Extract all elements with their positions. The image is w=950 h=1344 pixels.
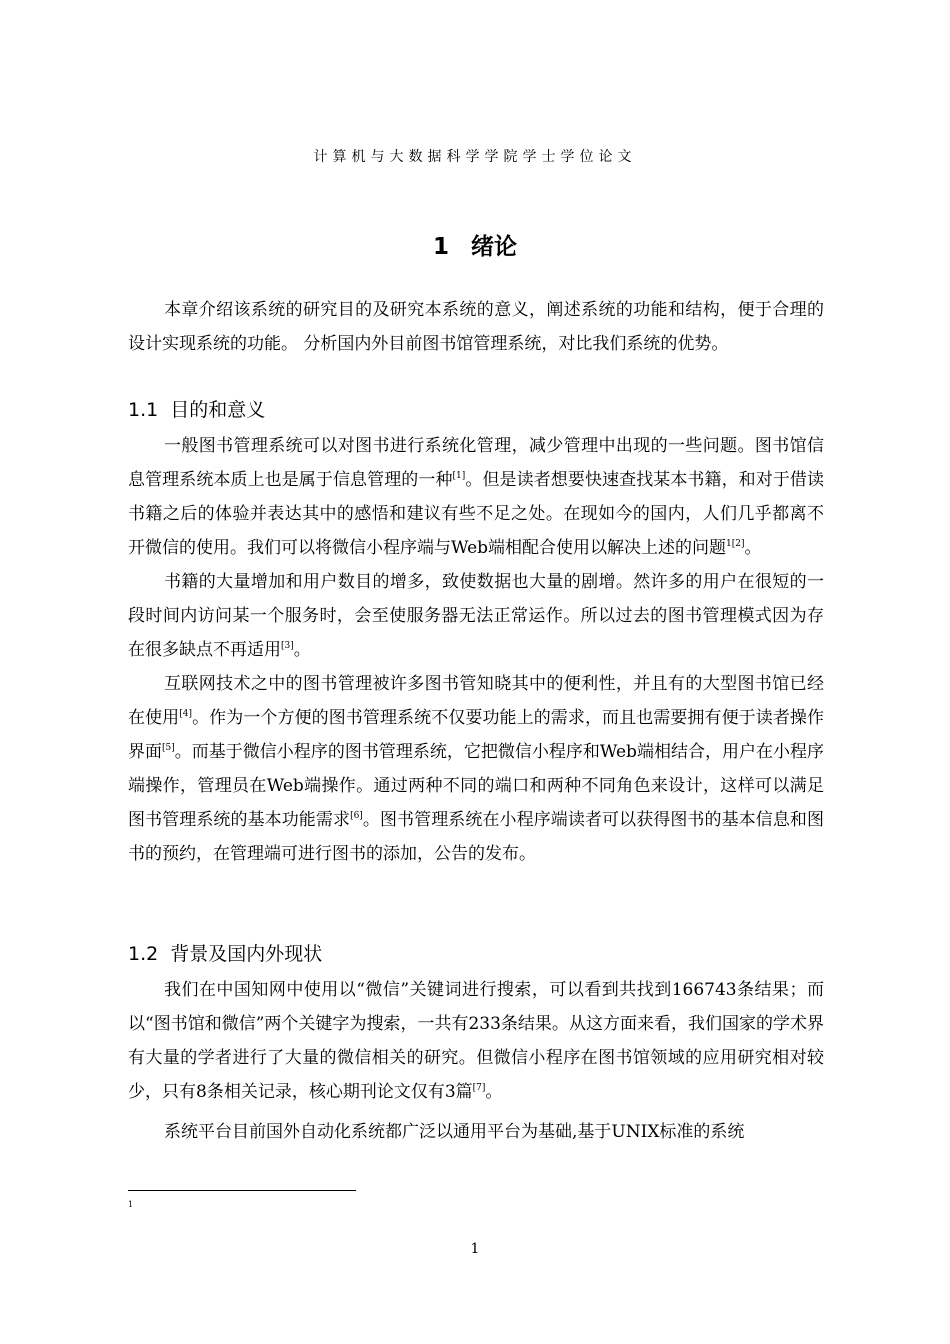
section-heading-1-1 [128,396,265,424]
text-run: 一般图书管理系统可以对图书进行系统化管理，减少管理中出现的一些问题。图书馆信息管理系统本质上也是属于信息管理的一种 [128,436,824,490]
intro-paragraph: 本章介绍该系统的研究目的及研究本系统的意义，阐述系统的功能和结构，便于合理的设计实现系统的功能。 分析国内外目前图书馆管理系统，对比我们系统的优势。 [128,300,824,354]
section-number: 1.2 [128,943,159,965]
text-run: 互联网技术之中的图书管理被许多图书管知晓其中的便利性，并且有的大型图书馆已经在使用 [128,674,824,728]
paragraph: 系统平台目前国外自动化系统都广泛以通用平台为基础,基于UNIX标准的系统 [164,1122,745,1142]
citation: [3] [281,641,294,651]
text-run: 。 [293,640,311,660]
footnote-rule [128,1190,356,1191]
section-title: 背景及国内外现状 [170,943,323,965]
running-header: 计算机与大数据科学学院学士学位论文 [313,149,637,165]
paragraph [128,973,824,1109]
text-run: 。但是读者想要快速查找某本书籍，和对于借读书籍之后的体验并表达其中的感悟和建议有些不足之处。在现如今的国内，人们几乎都离不开微信的使用。我们可以将微信小程序端与Web端相配合使用以解决上述的问题 [128,470,825,558]
paragraph [128,429,824,565]
text-run: 。而基于微信小程序的图书管理系统，它把微信小程序和Web端相结合，用户在小程序端操作，管理员在Web端操作。通过两种不同的端口和两种不同角色来设计，这样可以满足图书管理系统的基本功能需求 [128,742,825,830]
chapter-title-text: 绪论 [471,234,517,260]
text-run: 书籍的大量增加和用户数目的增多，致使数据也大量的剧增。然许多的用户在很短的一段时间内访问某一个服务时，会至使服务器无法正常运作。所以过去的图书管理模式因为存在很多缺点不再适用 [128,572,824,660]
section-1-1-body [128,429,824,871]
page-number: 1 [470,1241,480,1257]
text-run: 我们在中国知网中使用以“微信”关键词进行搜索，可以看到共找到166743条结果；而以“图书馆和微信”两个关键字为搜索，一共有233条结果。从这方面来看，我们国家的学术界有大量的学者进行了大量的微信相关的研究。但微信小程序在图书馆领域的应用研究相对较少，只有8条相关记录，核心期刊论文仅有3篇 [128,980,824,1102]
citation: [6] [350,811,363,821]
chapter-number: 1 [432,234,449,260]
text-run: 。 [485,1082,503,1102]
citation: [7] [472,1083,486,1093]
intro-section [128,293,824,361]
text-run: 。作为一个方便的图书管理系统不仅要功能上的需求，而且也需要拥有便于读者操作界面 [128,708,825,762]
citation: [4] [179,709,192,719]
chapter-title [0,228,950,261]
section-title: 目的和意义 [170,399,266,421]
section-1-2-body [128,973,824,1149]
section-heading-1-2 [128,940,322,968]
paragraph [128,565,824,667]
section-number: 1.1 [128,399,159,421]
text-run: 。 [744,538,762,558]
footnote-marker: 1 [128,1200,134,1209]
citation: 1[2] [726,539,745,549]
text-run: 。图书管理系统在小程序端读者可以获得图书的基本信息和图书的预约，在管理端可进行图书的添加，公告的发布。 [128,810,825,864]
citation: [5] [162,743,175,753]
citation: [1] [452,471,466,481]
paragraph [128,667,824,871]
